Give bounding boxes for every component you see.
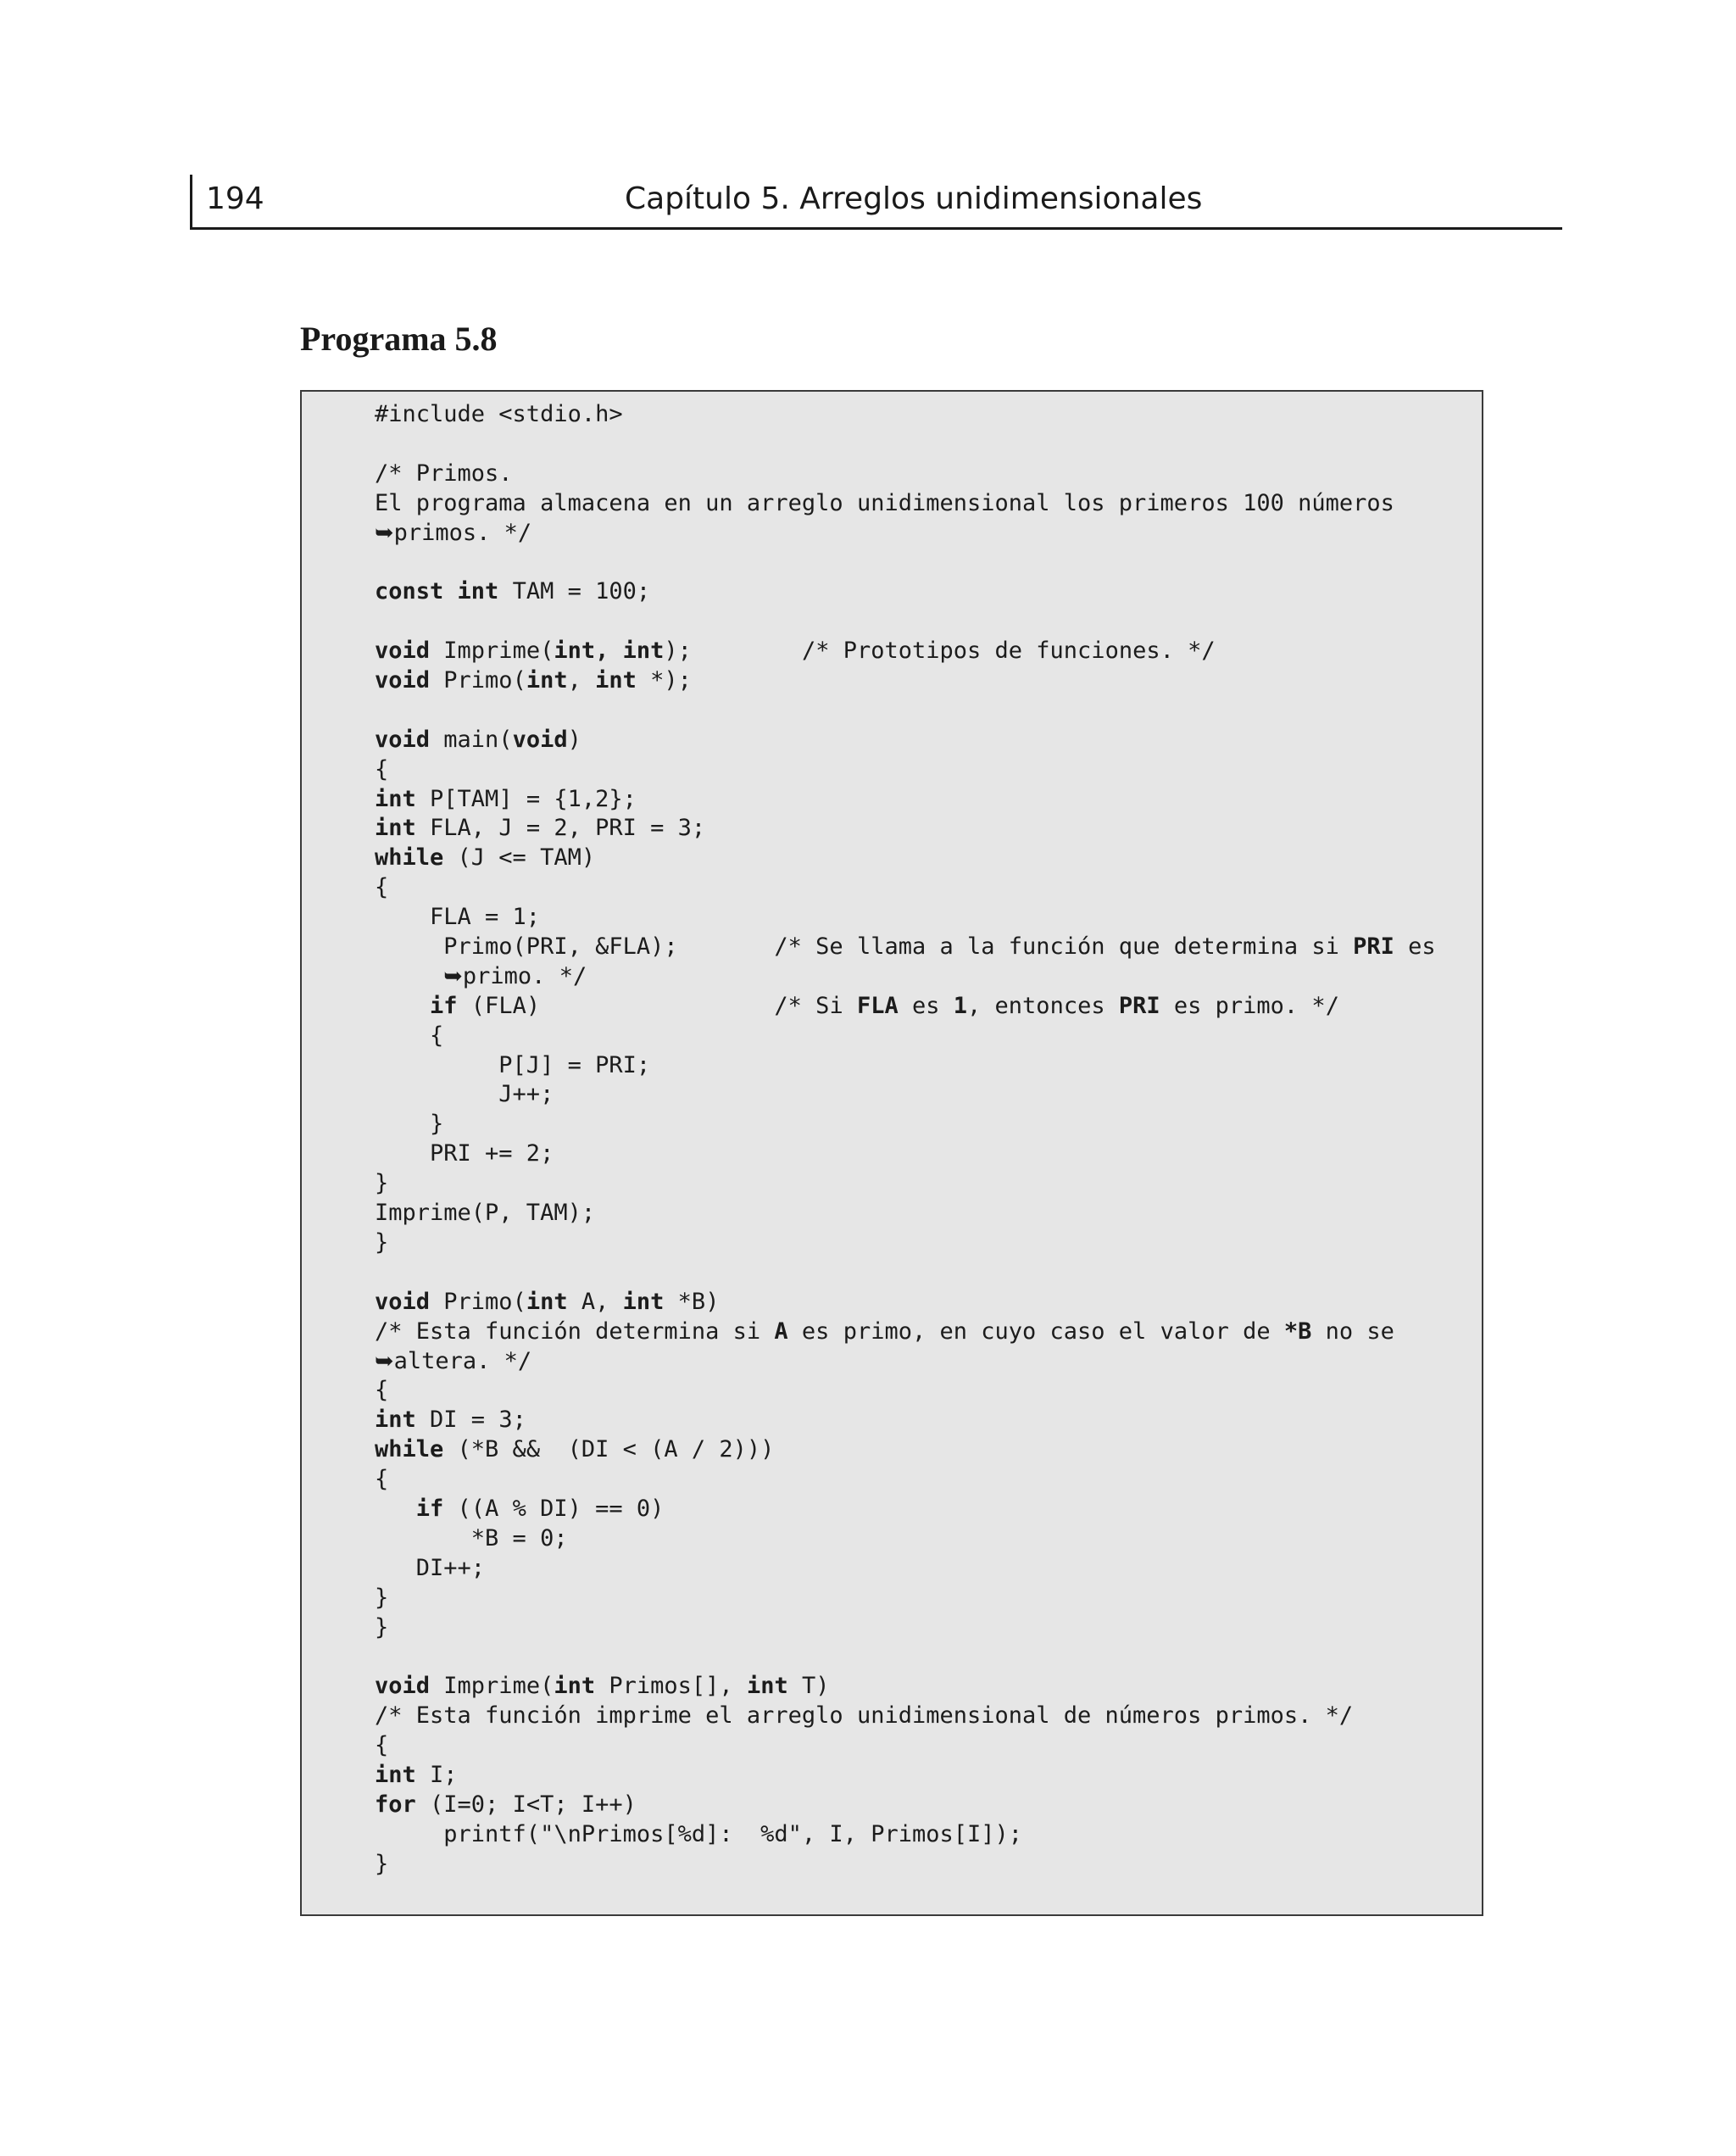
code-text: primos. */ xyxy=(393,519,532,546)
code-line xyxy=(375,430,1436,460)
code-keyword: int xyxy=(554,1673,596,1700)
code-text: es primo, en cuyo caso el valor de xyxy=(787,1318,1284,1345)
code-line xyxy=(375,1554,1436,1584)
code-text: Primo( xyxy=(430,667,526,694)
code-keyword: void xyxy=(375,638,431,665)
continuation-arrow-icon: ➥ xyxy=(375,1347,394,1374)
code-text: ) xyxy=(567,726,581,753)
code-keyword: void xyxy=(512,726,568,753)
code-text: { xyxy=(375,1466,389,1493)
code-line xyxy=(375,666,1436,696)
code-text: (FLA) /* Si xyxy=(457,992,857,1019)
code-line xyxy=(375,1199,1436,1228)
code-text: primo. */ xyxy=(462,962,587,989)
code-line xyxy=(375,1051,1436,1081)
code-line xyxy=(375,1139,1436,1169)
code-keyword: int xyxy=(746,1673,788,1700)
code-keyword: while xyxy=(375,844,444,872)
code-text: { xyxy=(375,755,389,783)
code-text: /* Esta función determina si xyxy=(375,1318,775,1345)
code-line xyxy=(375,1613,1436,1643)
code-line xyxy=(375,1584,1436,1613)
code-text: DI = 3; xyxy=(415,1407,526,1434)
code-keyword: int xyxy=(375,785,416,812)
code-text: I; xyxy=(415,1761,458,1788)
code-line xyxy=(375,519,1436,549)
code-keyword: void xyxy=(375,1673,431,1700)
code-line xyxy=(375,873,1436,903)
code-line xyxy=(375,1347,1436,1377)
code-text: { xyxy=(375,1377,389,1404)
code-text: Imprime( xyxy=(430,1673,554,1700)
page-number: 194 xyxy=(206,181,264,216)
code-line xyxy=(375,1672,1436,1702)
code-keyword: *B xyxy=(1283,1318,1312,1345)
code-text: } xyxy=(375,1613,389,1641)
code-text xyxy=(375,993,430,1019)
code-text: , xyxy=(567,667,596,694)
code-text: /* Esta función imprime el arreglo unidimensional de números primos. */ xyxy=(375,1702,1354,1730)
code-keyword: int, int xyxy=(554,638,665,665)
code-text: TAM = 100; xyxy=(498,578,651,605)
code-text: main( xyxy=(430,726,513,753)
code-keyword: const int xyxy=(375,578,499,605)
code-text: es primo. */ xyxy=(1160,992,1339,1019)
continuation-arrow-icon: ➥ xyxy=(375,519,394,546)
code-text: J++; xyxy=(375,1081,554,1108)
code-keyword: PRI xyxy=(1118,992,1160,1019)
code-text: FLA, J = 2, PRI = 3; xyxy=(415,815,706,842)
code-line xyxy=(375,755,1436,785)
code-text xyxy=(375,1496,416,1522)
code-text: ); /* Prototipos de funciones. */ xyxy=(664,638,1216,665)
code-keyword: if xyxy=(430,992,458,1019)
code-line xyxy=(375,1022,1436,1051)
code-line xyxy=(375,577,1436,607)
code-line xyxy=(375,1820,1436,1850)
chapter-title: Capítulo 5. Arreglos unidimensionales xyxy=(625,181,1203,216)
code-keyword: int xyxy=(375,815,416,842)
code-text: (*B && (DI < (A / 2))) xyxy=(443,1436,775,1463)
code-text: no se xyxy=(1311,1318,1394,1345)
code-text: El programa almacena en un arreglo unidimensional los primeros 100 números xyxy=(375,489,1394,516)
code-keyword: void xyxy=(375,667,431,694)
code-text: } xyxy=(375,1584,389,1611)
code-line xyxy=(375,1110,1436,1139)
code-text: P[J] = PRI; xyxy=(375,1051,651,1078)
code-line xyxy=(375,637,1436,666)
code-listing-box xyxy=(300,390,1483,1916)
code-text: P[TAM] = {1,2}; xyxy=(415,785,637,812)
code-line xyxy=(375,1080,1436,1110)
code-line xyxy=(375,400,1436,430)
code-text: printf("\nPrimos[%d]: %d", I, Primos[I]); xyxy=(375,1820,1023,1847)
code-line xyxy=(375,1318,1436,1347)
code-text: /* Primos. xyxy=(375,460,513,487)
program-title: Programa 5.8 xyxy=(300,320,498,358)
code-text: Imprime(P, TAM); xyxy=(375,1200,596,1227)
code-line xyxy=(375,1524,1436,1554)
code-line xyxy=(375,726,1436,755)
code-line xyxy=(375,1376,1436,1406)
code-text: T) xyxy=(787,1673,830,1700)
code-keyword: int xyxy=(375,1761,416,1788)
code-line xyxy=(375,607,1436,637)
code-line xyxy=(375,1731,1436,1761)
code-keyword: int xyxy=(622,1288,665,1315)
code-text: Primo( xyxy=(430,1288,526,1315)
code-text: *B = 0; xyxy=(375,1524,568,1552)
code-listing xyxy=(375,400,1436,1880)
code-line xyxy=(375,696,1436,726)
code-text: Imprime( xyxy=(430,638,554,665)
code-text: *); xyxy=(636,667,692,694)
code-line xyxy=(375,1465,1436,1495)
code-line xyxy=(375,1228,1436,1258)
code-line xyxy=(375,933,1436,962)
code-text: } xyxy=(375,1111,444,1138)
code-line xyxy=(375,1495,1436,1524)
code-line xyxy=(375,1288,1436,1318)
code-line xyxy=(375,992,1436,1022)
code-keyword: int xyxy=(526,1288,568,1315)
code-line xyxy=(375,1791,1436,1820)
code-keyword: A xyxy=(774,1318,788,1345)
code-text: PRI += 2; xyxy=(375,1140,554,1167)
code-text: } xyxy=(375,1170,389,1197)
code-keyword: if xyxy=(415,1495,444,1522)
code-text xyxy=(375,963,443,989)
code-line xyxy=(375,785,1436,815)
code-text: (J <= TAM) xyxy=(443,844,596,872)
code-text: } xyxy=(375,1850,389,1877)
code-text: FLA = 1; xyxy=(375,904,541,931)
code-line xyxy=(375,814,1436,844)
code-text: es xyxy=(898,992,954,1019)
continuation-arrow-icon: ➥ xyxy=(443,962,463,989)
code-keyword: int xyxy=(595,667,637,694)
code-keyword: int xyxy=(526,667,568,694)
code-text: Primo(PRI, &FLA); /* Se llama a la función que determina si xyxy=(375,933,1354,961)
code-keyword: 1 xyxy=(953,992,968,1019)
code-text: ((A % DI) == 0) xyxy=(443,1495,665,1522)
code-line xyxy=(375,489,1436,519)
code-keyword: FLA xyxy=(856,992,899,1019)
code-line xyxy=(375,1642,1436,1672)
code-line xyxy=(375,844,1436,873)
code-line xyxy=(375,1761,1436,1791)
code-text: (I=0; I<T; I++) xyxy=(415,1791,637,1818)
code-line xyxy=(375,1169,1436,1199)
code-text: { xyxy=(375,874,389,901)
code-keyword: int xyxy=(375,1407,416,1434)
code-text: Primos[], xyxy=(595,1673,747,1700)
code-keyword: PRI xyxy=(1353,933,1394,961)
code-text: #include <stdio.h> xyxy=(375,401,623,427)
code-text: } xyxy=(375,1228,389,1256)
code-line xyxy=(375,1702,1436,1731)
code-text: altera. */ xyxy=(393,1347,532,1374)
code-line xyxy=(375,1258,1436,1288)
code-text: { xyxy=(375,1732,389,1759)
code-text: { xyxy=(375,1022,444,1049)
code-keyword: for xyxy=(375,1791,416,1818)
code-line xyxy=(375,962,1436,992)
code-line xyxy=(375,1850,1436,1880)
code-text: DI++; xyxy=(375,1554,486,1581)
code-text: es xyxy=(1394,933,1436,961)
code-line xyxy=(375,1435,1436,1465)
code-line xyxy=(375,903,1436,933)
code-keyword: void xyxy=(375,726,431,753)
code-text: *B) xyxy=(664,1288,720,1315)
code-line xyxy=(375,1406,1436,1435)
code-line xyxy=(375,548,1436,577)
code-text: , entonces xyxy=(967,992,1119,1019)
running-head xyxy=(190,175,1562,230)
code-text: A, xyxy=(567,1288,623,1315)
code-keyword: void xyxy=(375,1288,431,1315)
code-line xyxy=(375,460,1436,489)
code-keyword: while xyxy=(375,1436,444,1463)
